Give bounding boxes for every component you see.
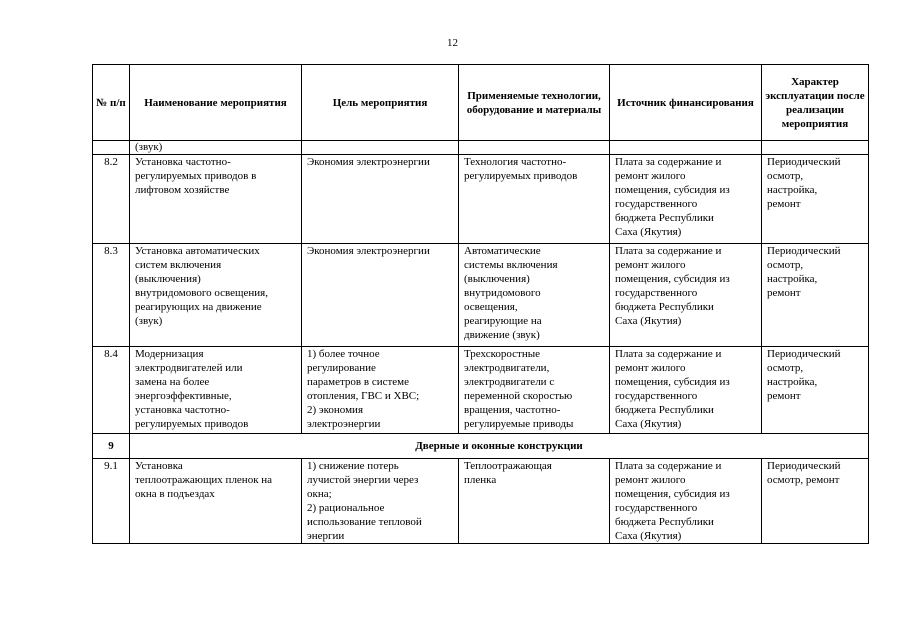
cell-name: Установка теплоотражающих пленок на окна в подъездах — [130, 459, 302, 544]
cell-num: 8.2 — [93, 155, 130, 244]
section-title: Дверные и оконные конструкции — [130, 434, 869, 459]
cell-source: Плата за содержание и ремонт жилого помещения, субсидия из государственного бюджета Республики Саха (Якутия) — [610, 347, 762, 434]
cell-goal: Экономия электроэнергии — [302, 155, 459, 244]
measures-table — [92, 64, 869, 544]
cell-tech: Технология частотно- регулируемых приводов — [459, 155, 610, 244]
table-row-8-4 — [93, 347, 869, 434]
table-row-continuation — [93, 141, 869, 155]
cell-character: Периодический осмотр, настройка, ремонт — [762, 347, 869, 434]
cell-source: Плата за содержание и ремонт жилого помещения, субсидия из государственного бюджета Республики Саха (Якутия) — [610, 244, 762, 347]
cell-goal — [302, 141, 459, 155]
table-section-row-9 — [93, 434, 869, 459]
cell-num — [93, 141, 130, 155]
cell-name: Модернизация электродвигателей или замена на более энергоэффективные, установка частотно- регулируемых приводов — [130, 347, 302, 434]
header-tech: Применяемые технологии, оборудование и материалы — [459, 65, 610, 141]
cell-tech: Трехскоростные электродвигатели, электродвигатели с переменной скоростью вращения, частотно- регулируемые приводы — [459, 347, 610, 434]
table-header-row — [93, 65, 869, 141]
cell-goal: 1) снижение потерь лучистой энергии через окна; 2) рациональное использование тепловой энергии — [302, 459, 459, 544]
page-number: 12 — [447, 37, 458, 49]
cell-goal: 1) более точное регулирование параметров в системе отопления, ГВС и ХВС; 2) экономия электроэнергии — [302, 347, 459, 434]
table-row-8-3 — [93, 244, 869, 347]
cell-tech — [459, 141, 610, 155]
section-num: 9 — [93, 434, 130, 459]
table-row-8-2 — [93, 155, 869, 244]
table-row-9-1 — [93, 459, 869, 544]
cell-name: (звук) — [130, 141, 302, 155]
cell-num: 8.4 — [93, 347, 130, 434]
cell-tech: Автоматические системы включения (выключения) внутридомового освещения, реагирующие на движение (звук) — [459, 244, 610, 347]
header-name: Наименование мероприятия — [130, 65, 302, 141]
header-goal: Цель мероприятия — [302, 65, 459, 141]
cell-character — [762, 141, 869, 155]
header-num: № п/п — [93, 65, 130, 141]
cell-character: Периодический осмотр, ремонт — [762, 459, 869, 544]
cell-character: Периодический осмотр, настройка, ремонт — [762, 155, 869, 244]
header-source: Источник финансирования — [610, 65, 762, 141]
cell-tech: Теплоотражающая пленка — [459, 459, 610, 544]
cell-character: Периодический осмотр, настройка, ремонт — [762, 244, 869, 347]
cell-num: 9.1 — [93, 459, 130, 544]
cell-name: Установка автоматических систем включения (выключения) внутридомового освещения, реагирующих на движение (звук) — [130, 244, 302, 347]
cell-goal: Экономия электроэнергии — [302, 244, 459, 347]
cell-source: Плата за содержание и ремонт жилого помещения, субсидия из государственного бюджета Республики Саха (Якутия) — [610, 459, 762, 544]
cell-source — [610, 141, 762, 155]
header-character: Характер эксплуатации после реализации мероприятия — [762, 65, 869, 141]
cell-name: Установка частотно- регулируемых приводов в лифтовом хозяйстве — [130, 155, 302, 244]
cell-num: 8.3 — [93, 244, 130, 347]
cell-source: Плата за содержание и ремонт жилого помещения, субсидия из государственного бюджета Республики Саха (Якутия) — [610, 155, 762, 244]
